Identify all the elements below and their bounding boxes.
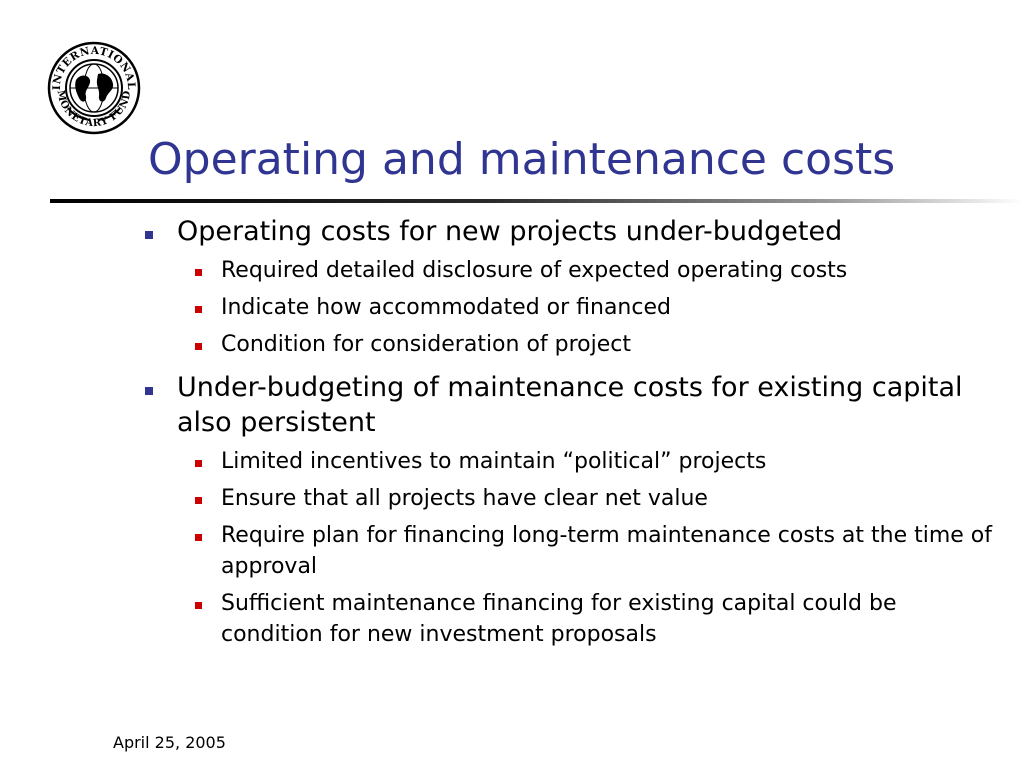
sub-bullet-item: Condition for consideration of project — [185, 329, 1000, 360]
sub-bullet-item: Ensure that all projects have clear net value — [185, 483, 1000, 514]
sub-bullet-list — [185, 255, 1000, 360]
slide-title: Operating and maintenance costs — [148, 134, 896, 185]
sub-bullet-item: Limited incentives to maintain “political” projects — [185, 446, 1000, 477]
title-divider — [50, 199, 1024, 203]
sub-bullet-item: Require plan for financing long-term maintenance costs at the time of approval — [185, 520, 1000, 582]
bullet-list — [140, 214, 1000, 650]
imf-seal-graphic — [46, 40, 142, 136]
footer-date: April 25, 2005 — [113, 733, 226, 752]
svg-text:MONETARY FUND: MONETARY FUND — [54, 89, 134, 130]
sub-bullet-item: Required detailed disclosure of expected operating costs — [185, 255, 1000, 286]
imf-seal-icon — [46, 40, 142, 136]
bullet-text: Under-budgeting of maintenance costs for existing capital also persistent — [177, 372, 963, 438]
bullet-text: Operating costs for new projects under-budgeted — [177, 216, 843, 247]
slide-body — [140, 207, 1000, 650]
sub-bullet-item: Indicate how accommodated or financed — [185, 292, 1000, 323]
sub-bullet-item: Sufficient maintenance financing for existing capital could be condition for new investment proposals — [185, 588, 1000, 650]
svg-text:INTERNATIONAL: INTERNATIONAL — [50, 44, 138, 91]
sub-bullet-list — [185, 446, 1000, 650]
bullet-item — [140, 370, 1000, 650]
bullet-item — [140, 214, 1000, 360]
